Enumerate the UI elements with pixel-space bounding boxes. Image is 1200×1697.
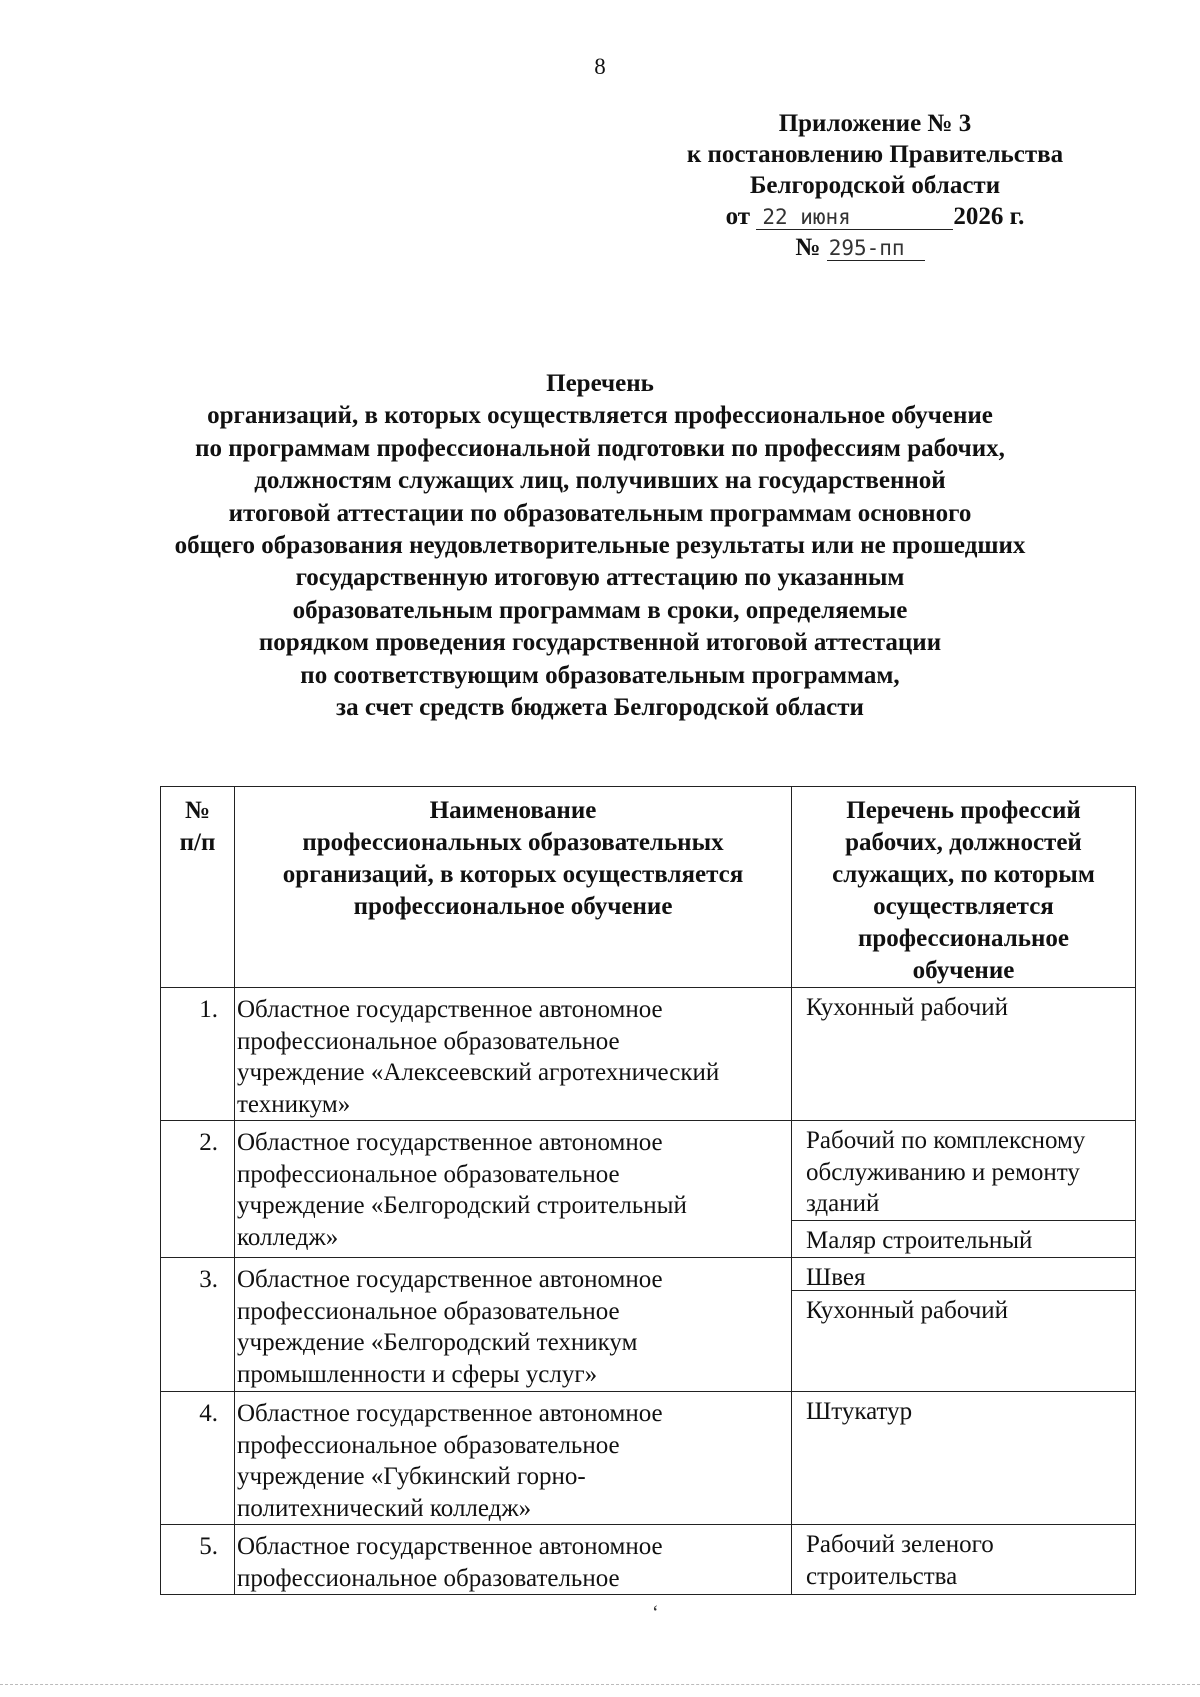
scan-edge-line <box>0 1684 1200 1685</box>
profession-item: Швея <box>806 1264 866 1291</box>
document-title <box>80 368 1120 724</box>
title-line: по программам профессиональной подготовки по профессиям рабочих, <box>195 434 1005 462</box>
date-prefix: от <box>725 203 751 230</box>
header-number-line: п/п <box>179 829 216 856</box>
name-line: учреждение «Алексеевский агротехнический <box>237 1059 720 1086</box>
name-line: Областное государственное автономное <box>237 1129 663 1156</box>
number-prefix: № <box>795 234 821 261</box>
name-line: Областное государственное автономное <box>237 1533 663 1560</box>
title-line: организаций, в которых осуществляется профессиональное обучение <box>207 402 993 430</box>
header-prof-line: обучение <box>912 957 1015 984</box>
name-line: учреждение «Губкинский горно- <box>237 1463 586 1490</box>
profession-item: Рабочий по комплексному обслуживанию и ремонту зданий <box>806 1127 1086 1217</box>
title-line: порядком проведения государственной итоговой аттестации <box>258 629 942 657</box>
date-year: 2026 г. <box>953 203 1025 230</box>
name-line: промышленности и сферы услуг» <box>237 1360 598 1388</box>
row-number: 2. <box>161 1121 235 1258</box>
header-prof-line: служащих, по которым <box>832 861 1095 888</box>
appendix-date-line <box>640 201 1110 232</box>
organization-name <box>235 1525 792 1595</box>
row-number: 1. <box>161 988 235 1121</box>
title-line: должностям служащих лиц, получивших на государственной <box>254 467 946 495</box>
profession-item: Рабочий зеленого строительства <box>806 1531 994 1590</box>
header-number <box>161 787 235 988</box>
appendix-line-3: Белгородской области <box>749 172 1001 199</box>
appendix-block <box>640 108 1110 263</box>
appendix-line-2: к постановлению Правительства <box>686 141 1064 168</box>
profession-item: Маляр строительный <box>792 1220 1135 1257</box>
name-line: профессиональное образовательное <box>237 1431 620 1459</box>
header-number-line: № <box>184 797 211 824</box>
header-organization-name <box>235 787 792 988</box>
header-prof-line: осуществляется <box>873 893 1054 920</box>
name-line: учреждение «Белгородский техникум <box>237 1329 638 1356</box>
table-row <box>161 1121 1136 1258</box>
table-header-row <box>161 787 1136 988</box>
appendix-title: Приложение № 3 <box>778 110 972 137</box>
title-line: государственную итоговую аттестацию по указанным <box>295 564 905 592</box>
name-line: учреждение «Белгородский строительный <box>237 1192 687 1219</box>
title-line: образовательным программам в сроки, определяемые <box>292 596 908 624</box>
row-number: 3. <box>161 1258 235 1392</box>
title-line: за счет средств бюджета Белгородской области <box>336 694 864 722</box>
row-number: 4. <box>161 1392 235 1525</box>
table-row <box>161 1525 1136 1595</box>
professions-cell <box>792 1258 1136 1392</box>
date-handwritten-value: 22 июня <box>756 205 953 230</box>
profession-item: Штукатур <box>806 1398 913 1425</box>
row-number: 5. <box>161 1525 235 1595</box>
profession-item: Кухонный рабочий <box>806 994 1009 1021</box>
header-name-line: организаций, в которых осуществляется <box>282 861 744 888</box>
title-line: Перечень <box>546 370 654 397</box>
document-number-value: 295-пп <box>827 236 925 261</box>
organization-name <box>235 988 792 1121</box>
professions-cell <box>792 1525 1136 1595</box>
professions-cell <box>792 1121 1136 1258</box>
header-name-line: профессиональных образовательных <box>302 829 724 856</box>
name-line: Областное государственное автономное <box>237 1400 663 1427</box>
scan-speck: ʻ <box>652 1602 659 1624</box>
name-line: профессиональное образовательное <box>237 1027 620 1055</box>
name-line: Областное государственное автономное <box>237 1266 663 1293</box>
appendix-number-line <box>640 232 1110 263</box>
organization-name <box>235 1121 792 1258</box>
professions-cell <box>792 988 1136 1121</box>
name-line: Областное государственное автономное <box>237 996 663 1023</box>
table-row <box>161 988 1136 1121</box>
profession-item: Кухонный рабочий <box>792 1290 1135 1327</box>
professions-cell <box>792 1392 1136 1525</box>
organization-name <box>235 1392 792 1525</box>
name-line: колледж» <box>237 1223 339 1251</box>
name-line: профессиональное образовательное <box>237 1160 620 1188</box>
title-line: по соответствующим образовательным программам, <box>300 661 900 689</box>
name-line: профессиональное образовательное <box>237 1564 620 1592</box>
title-line: общего образования неудовлетворительные результаты или не прошедших <box>174 532 1026 560</box>
header-prof-line: профессиональное <box>858 925 1069 952</box>
page-number: 8 <box>594 54 606 79</box>
name-line: профессиональное образовательное <box>237 1297 620 1325</box>
organizations-table <box>160 786 1136 1595</box>
header-prof-line: рабочих, должностей <box>845 829 1082 856</box>
table-row <box>161 1392 1136 1525</box>
title-line: итоговой аттестации по образовательным программам основного <box>228 499 972 527</box>
header-prof-line: Перечень профессий <box>846 797 1081 824</box>
table-row <box>161 1258 1136 1392</box>
header-professions <box>792 787 1136 988</box>
name-line: политехнический колледж» <box>237 1494 532 1522</box>
header-name-line: профессиональное обучение <box>353 893 673 920</box>
header-name-line: Наименование <box>429 797 597 824</box>
name-line: техникум» <box>237 1090 351 1118</box>
organization-name <box>235 1258 792 1392</box>
